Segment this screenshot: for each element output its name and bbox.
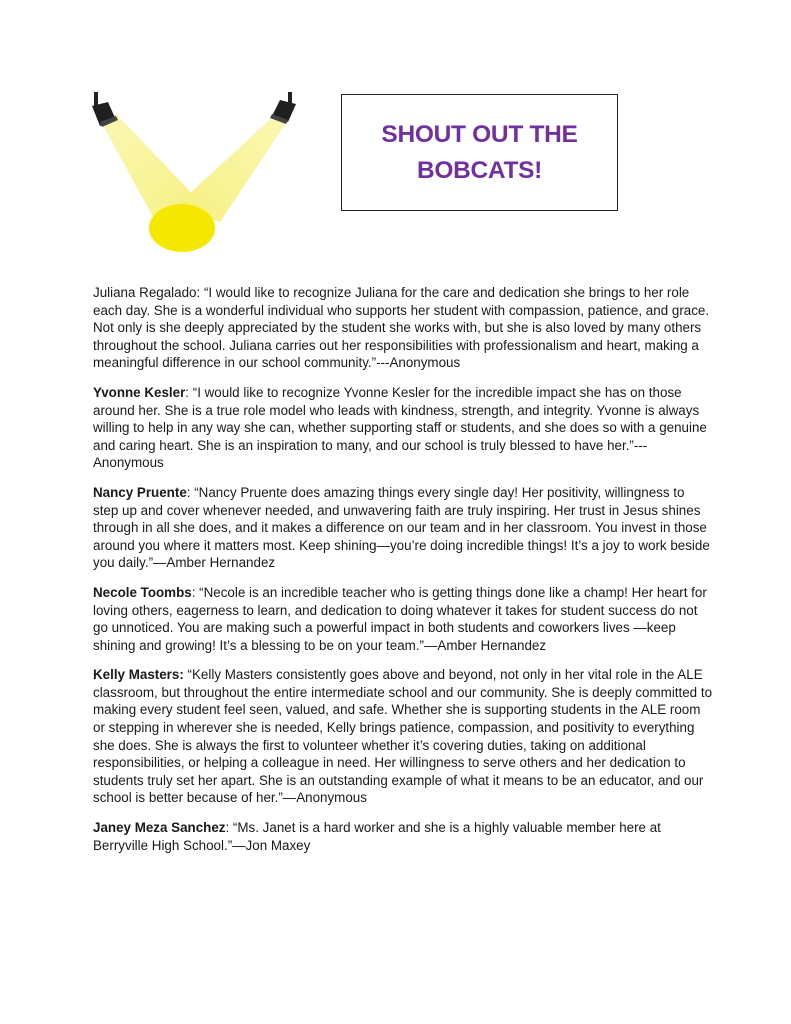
recipient-name: Kelly Masters:	[93, 667, 184, 683]
page-title-line-2: BOBCATS!	[416, 156, 543, 184]
shout-out-entry	[93, 666, 713, 807]
shout-out-text: : “Ms. Janet is a hard worker and she is a highly valuable member here at Berryville High School.”—Jon Maxey	[93, 820, 661, 853]
shout-out-entry	[93, 484, 713, 572]
recipient-name: Juliana Regalado:	[93, 285, 201, 300]
shout-out-entry	[93, 284, 713, 372]
shout-out-text: : “Nancy Pruente does amazing things every single day! Her positivity, willingness to step up and cover whenever needed, and unwavering faith are truly inspiring. Her trust in Jesus shines through in all she does, and it makes a difference on our team and in her classroom. You invest in those around you where it matters most. Keep shining—you’re doing incredible things! It’s a joy to work beside you daily.”—Amber Hernandez	[93, 484, 710, 571]
shout-out-text: “Kelly Masters consistently goes above and beyond, not only in her vital role in the ALE classroom, but throughout the entire intermediate school and our community. She is deeply committed to making every student feel seen, valued, and safe. Whether she is supporting students in the ALE room or stepping in wherever she is needed, Kelly brings patience, compassion, and positivity to everything she does. She is always the first to volunteer whether it’s covering duties, taking on additional responsibilities, or helping a colleague in need. Her willingness to serve others and her dedication to students truly set her apart. She is an outstanding example of what it means to be an educator, and our school is better because of her.”—Anonymous	[93, 667, 713, 806]
shout-out-list	[93, 284, 713, 866]
shout-out-text: : “I would like to recognize Yvonne Kesler for the incredible impact she has on those around her. She is a true role model who leads with kindness, strength, and integrity. Yvonne is always willing to help in any way she can, whether supporting staff or students, and she does so with a genuine and caring heart. She is an inspiration to many, and our school is truly blessed to have her.”---Anonymous	[93, 384, 707, 471]
recipient-name: Janey Meza Sanchez	[93, 820, 226, 836]
page-title-line-1: SHOUT OUT THE	[381, 120, 578, 148]
spotlights-icon	[88, 90, 302, 260]
shout-out-entry	[93, 584, 713, 654]
title-box	[341, 94, 618, 211]
shout-out-entry	[93, 384, 713, 472]
shout-out-text: “I would like to recognize Juliana for the care and dedication she brings to her role each day. She is a wonderful individual who supports her student with compassion, patience, and grace. Not only is she deeply appreciated by the student she works with, but she is also loved by many others throughout the school. Juliana carries out her responsibilities with professionalism and heart, making a meaningful difference in our school community.”---Anonymous	[93, 285, 710, 371]
light-pool	[149, 204, 215, 252]
right-lamp-icon	[270, 92, 296, 124]
shout-out-entry	[93, 819, 713, 854]
recipient-name: Nancy Pruente	[93, 484, 187, 500]
shout-out-text: : “Necole is an incredible teacher who is getting things done like a champ! Her heart for loving others, eagerness to learn, and dedication to doing whatever it takes for student success do not go unnoticed. You are making such a powerful impact in both students and coworkers lives —keep shining and growing! It’s a blessing to be on your team.”—Amber Hernandez	[93, 584, 707, 653]
recipient-name: Necole Toombs	[93, 584, 192, 600]
recipient-name: Yvonne Kesler	[93, 384, 186, 400]
